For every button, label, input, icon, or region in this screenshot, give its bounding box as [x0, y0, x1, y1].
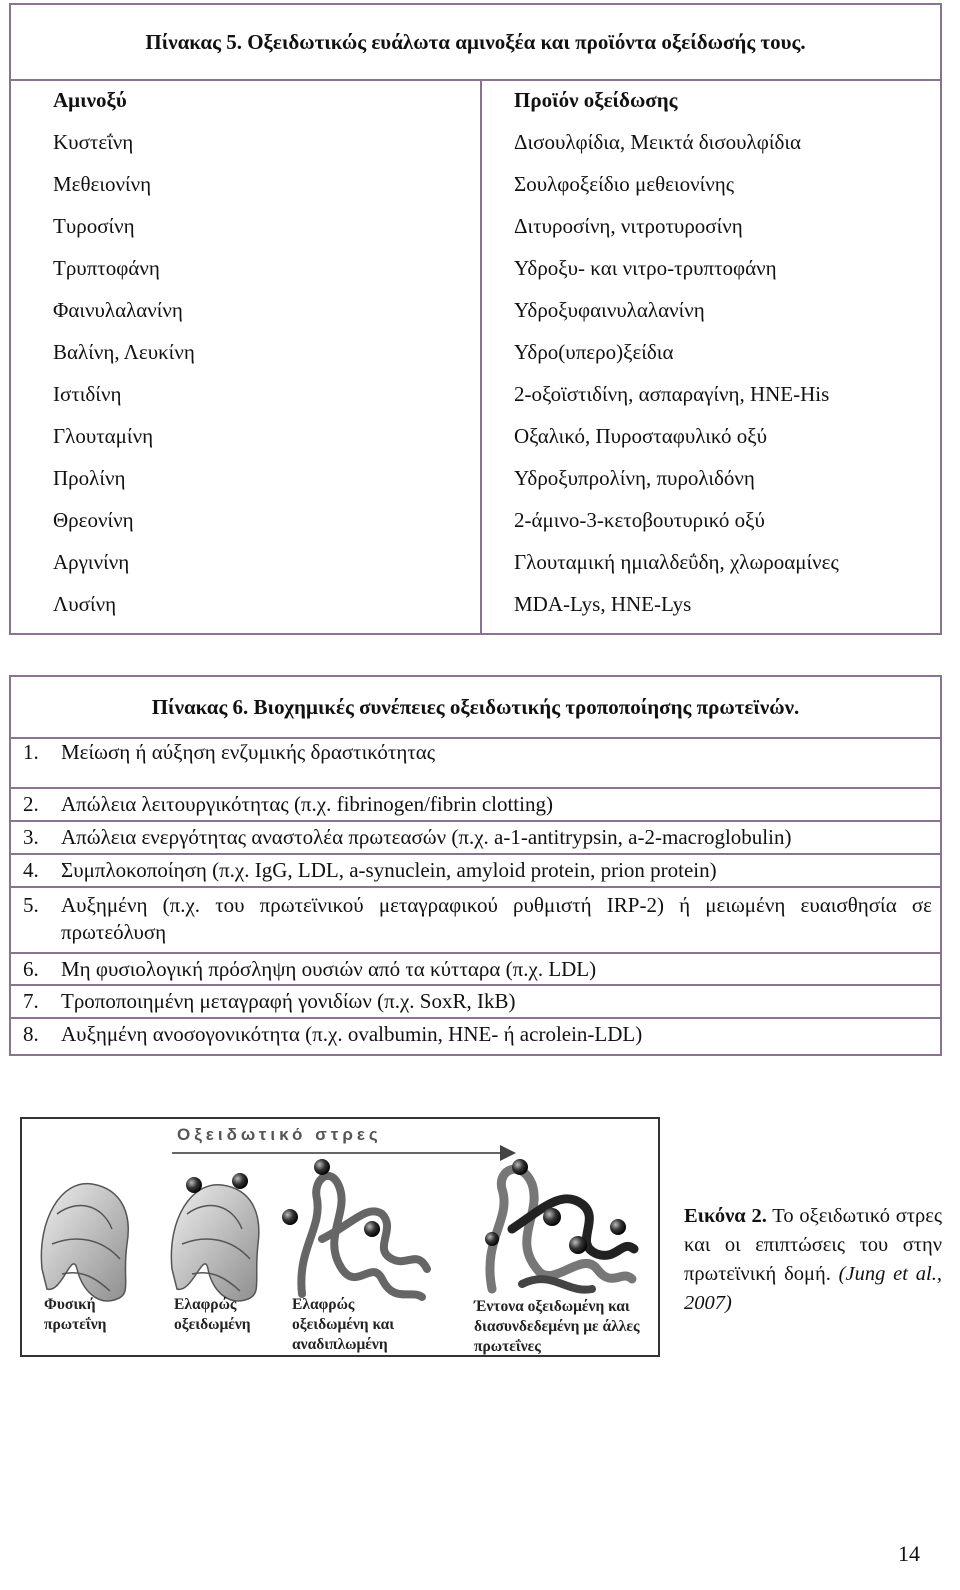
- item-number: 3.: [23, 825, 39, 849]
- product-cell: Υδροξυφαινυλαλανίνη: [514, 298, 705, 322]
- list-item: [11, 986, 940, 1019]
- caption-text: Το οξειδωτικό στρες και οι επιπτώσεις του στην πρωτεϊνική δομή.: [684, 1205, 942, 1285]
- item-text: Τροποποιημένη μεταγραφή γονιδίων (π.χ. SoxR, IkB): [61, 989, 516, 1013]
- table-row: [11, 373, 940, 415]
- product-cell: Δισουλφίδια, Μεικτά δισουλφίδια: [514, 130, 802, 154]
- list-item: [11, 822, 940, 855]
- product-cell: 2-οξοϊστιδίνη, ασπαραγίνη, HNE-His: [514, 382, 830, 406]
- amino-acid-cell: Τυροσίνη: [53, 214, 135, 238]
- item-number: 7.: [23, 989, 39, 1013]
- product-cell: Γλουταμική ημιαλδεΰδη, χλωροαμίνες: [514, 550, 839, 574]
- label-line: Ελαφρώς: [292, 1296, 355, 1313]
- label-line: οξειδωμένη: [174, 1316, 251, 1333]
- label-line: Ελαφρώς: [174, 1296, 237, 1313]
- item-text: Αυξημένη ανοσογονικότητα (π.χ. ovalbumin, HNE- ή acrolein-LDL): [61, 1022, 643, 1046]
- label-line: διασυνδεδεμένη με άλλες: [474, 1318, 640, 1335]
- label-native-protein: [44, 1295, 106, 1335]
- table-5: [9, 3, 942, 635]
- header-amino-acid: Αμινοξύ: [53, 88, 127, 112]
- list-item: [11, 954, 940, 986]
- table-6: [9, 675, 942, 1056]
- table-row: [11, 499, 940, 541]
- label-line: αναδιπλωμένη: [292, 1336, 388, 1353]
- table-6-title: Πίνακας 6. Βιοχημικές συνέπειες οξειδωτικής τροποποίησης πρωτεϊνών.: [11, 677, 940, 739]
- item-number: 8.: [23, 1022, 39, 1046]
- label-line: πρωτεΐνη: [44, 1316, 107, 1333]
- item-text: Αυξημένη (π.χ. του πρωτεϊνικού μεταγραφικού ρυθμιστή IRP-2) ή μειωμένη ευαισθησία σε πρωτεόλυση: [61, 893, 932, 944]
- table-5-title: Πίνακας 5. Οξειδωτικώς ευάλωτα αμινοξέα και προϊόντα οξείδωσής τους.: [11, 5, 940, 81]
- product-cell: Υδροξυ- και νιτρο-τρυπτοφάνη: [514, 256, 777, 280]
- amino-acid-cell: Προλίνη: [53, 466, 126, 490]
- label-line: πρωτεΐνες: [474, 1338, 541, 1355]
- label-heavily-oxidized: [474, 1297, 640, 1357]
- product-cell: 2-άμινο-3-κετοβουτυρικό οξύ: [514, 508, 765, 532]
- item-number: 1.: [23, 740, 39, 764]
- item-number: 4.: [23, 858, 39, 882]
- product-cell: MDA-Lys, HNE-Lys: [514, 592, 692, 616]
- label-slightly-oxidized: [174, 1295, 251, 1335]
- list-item: [11, 789, 940, 822]
- product-cell: Υδροξυπρολίνη, πυρολιδόνη: [514, 466, 755, 490]
- item-number: 5.: [23, 893, 39, 917]
- amino-acid-cell: Βαλίνη, Λευκίνη: [53, 340, 195, 364]
- amino-acid-cell: Θρεονίνη: [53, 508, 134, 532]
- item-text: Μη φυσιολογική πρόσληψη ουσιών από τα κύτταρα (π.χ. LDL): [61, 957, 597, 981]
- table-row: [11, 163, 940, 205]
- amino-acid-cell: Μεθειονίνη: [53, 172, 152, 196]
- item-text: Συμπλοκοποίηση (π.χ. IgG, LDL, a-synuclein, amyloid protein, prion protein): [61, 858, 717, 882]
- header-oxidation-product: Προϊόν οξείδωσης: [514, 88, 678, 112]
- label-line: Φυσική: [44, 1296, 96, 1313]
- product-cell: Διτυροσίνη, νιτροτυροσίνη: [514, 214, 743, 238]
- product-cell: Σουλφοξείδιο μεθειονίνης: [514, 172, 735, 196]
- amino-acid-cell: Λυσίνη: [53, 592, 117, 616]
- amino-acid-cell: Φαινυλαλανίνη: [53, 298, 183, 322]
- heavily-oxidized-crosslinked-protein-shape: [485, 1159, 634, 1290]
- list-item: [11, 739, 940, 789]
- table-row: [11, 583, 940, 625]
- figure-oxidative-stress: [20, 1117, 660, 1357]
- figure-title: Οξειδωτικό στρες: [177, 1125, 382, 1144]
- figure-caption: [684, 1202, 942, 1318]
- item-text: Απώλεια λειτουργικότητας (π.χ. fibrinogen/fibrin clotting): [61, 792, 553, 816]
- table-row: [11, 247, 940, 289]
- product-cell: Υδρο(υπερο)ξείδια: [514, 340, 674, 364]
- caption-citation: (Jung et al., 2007): [684, 1263, 942, 1314]
- amino-acid-cell: Κυστεΐνη: [53, 130, 134, 154]
- label-line: Έντονα οξειδωμένη και: [474, 1298, 630, 1315]
- amino-acid-cell: Αργινίνη: [53, 550, 130, 574]
- list-item: [11, 888, 940, 954]
- item-text: Μείωση ή αύξηση ενζυμικής δραστικότητας: [61, 740, 436, 764]
- table-row: [11, 205, 940, 247]
- table-row: [11, 541, 940, 583]
- product-cell: Οξαλικό, Πυροσταφυλικό οξύ: [514, 424, 767, 448]
- list-item: [11, 855, 940, 888]
- table-row: [11, 121, 940, 163]
- amino-acid-cell: Τρυπτοφάνη: [53, 256, 160, 280]
- label-line: οξειδωμένη και: [292, 1316, 395, 1333]
- native-protein-shape: [41, 1184, 128, 1301]
- table-row: [11, 415, 940, 457]
- item-text: Απώλεια ενεργότητας αναστολέα πρωτεασών (π.χ. a-1-antitrypsin, a-2-macroglobulin): [61, 825, 792, 849]
- amino-acid-cell: Γλουταμίνη: [53, 424, 154, 448]
- oxidized-unfolded-protein-shape: [282, 1159, 427, 1297]
- label-slightly-oxidized-unfolded: [292, 1295, 394, 1355]
- table-5-header: [11, 79, 940, 121]
- table-row: [11, 457, 940, 499]
- caption-label: Εικόνα 2.: [684, 1205, 767, 1227]
- list-item: [11, 1019, 940, 1056]
- amino-acid-cell: Ιστιδίνη: [53, 382, 122, 406]
- table-row: [11, 289, 940, 331]
- slightly-oxidized-protein-shape: [171, 1173, 258, 1301]
- item-number: 6.: [23, 957, 39, 981]
- page-number: 14: [898, 1541, 920, 1566]
- table-row: [11, 331, 940, 373]
- item-number: 2.: [23, 792, 39, 816]
